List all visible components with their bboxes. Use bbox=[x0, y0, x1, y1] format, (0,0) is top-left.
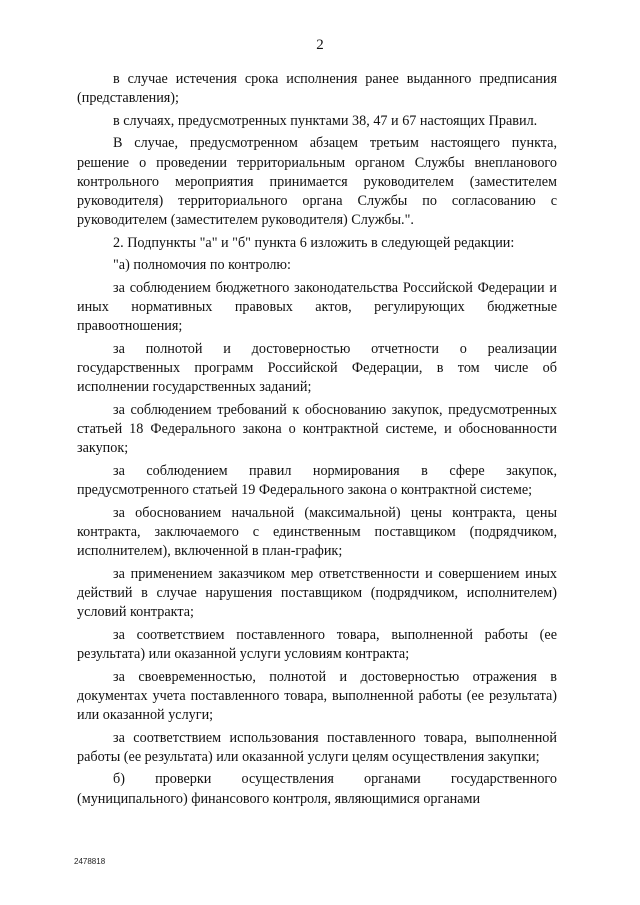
paragraph: за соблюдением бюджетного законодательства Российской Федерации и иных нормативных правовых актов, регулирующих бюджетные правоотношения; bbox=[77, 279, 557, 335]
paragraph: в случаях, предусмотренных пунктами 38, 47 и 67 настоящих Правил. bbox=[113, 112, 538, 129]
paragraph: за своевременностью, полнотой и достоверностью отражения в документах учета поставленного товара, выполненной работы (ее результата) или оказанной услуги; bbox=[77, 668, 557, 723]
paragraph: 2. Подпункты "а" и "б" пункта 6 изложить в следующей редакции: bbox=[113, 234, 515, 251]
paragraph: б) проверки осуществления органами государственного (муниципального) финансового контроля, являющимися органами bbox=[77, 771, 557, 807]
paragraph: за полнотой и достоверностью отчетности о реализации государственных программ Российской Федерации, в том числе об исполнении государственных заданий; bbox=[77, 340, 557, 396]
paragraph: за соблюдением правил нормирования в сфере закупок, предусмотренного статьей 19 Федерального закона о контрактной системе; bbox=[77, 462, 557, 499]
paragraph: за соответствием использования поставленного товара, выполненной работы (ее результата) или оказанной услуги целям осуществления закупки; bbox=[77, 729, 557, 765]
page-number: 2 bbox=[316, 37, 324, 53]
paragraph: за обоснованием начальной (максимальной) цены контракта, цены контракта, заключаемого с единственным поставщиком (подрядчиком, исполнителем), включенной в план-график; bbox=[77, 504, 557, 560]
document-body bbox=[77, 70, 557, 812]
paragraph: "а) полномочия по контролю: bbox=[113, 257, 291, 274]
paragraph: за соблюдением требований к обоснованию закупок, предусмотренных статьей 18 Федерального закона о контрактной системе, и обоснованности закупок; bbox=[77, 401, 557, 457]
paragraph: за соответствием поставленного товара, выполненной работы (ее результата) или оказанной услуги условиям контракта; bbox=[77, 626, 557, 662]
paragraph: в случае истечения срока исполнения ранее выданного предписания (представления); bbox=[77, 71, 557, 107]
document-code: 2478818 bbox=[74, 857, 106, 866]
paragraph: за применением заказчиком мер ответственности и совершением иных действий в случае нарушения поставщиком (подрядчиком, исполнителем) условий контракта; bbox=[77, 565, 557, 621]
paragraph: В случае, предусмотренном абзацем третьим настоящего пункта, решение о проведении территориальным органом Службы внепланового контрольного мероприятия принимается руководителем (заместителем руководителя) территориального органа Службы по согласованию с руководителем (заместителем руководителя) Службы.". bbox=[77, 135, 557, 229]
